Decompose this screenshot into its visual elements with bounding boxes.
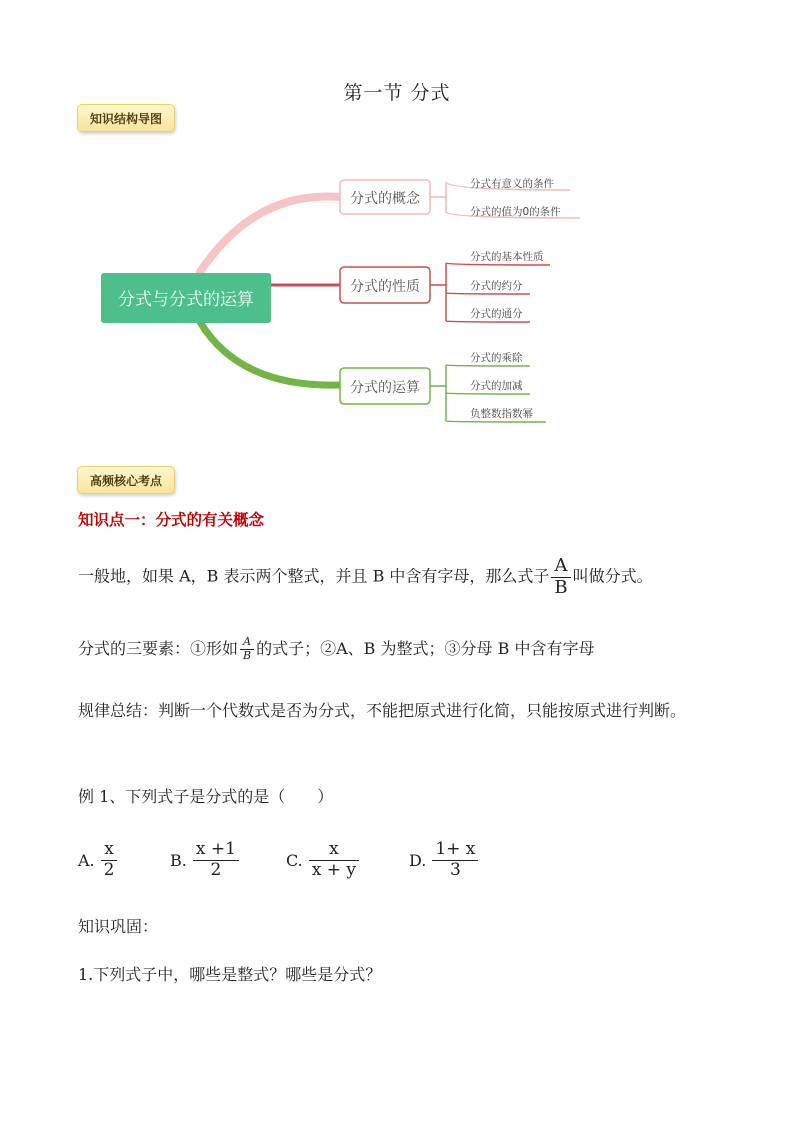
option-label: A. xyxy=(78,850,95,870)
three-elements-frac-num: A xyxy=(240,636,254,650)
option-num: x xyxy=(309,840,359,861)
definition-text-before: 一般地，如果 A，B 表示两个整式，并且 B 中含有字母，那么式子 xyxy=(78,566,550,586)
option-label: B. xyxy=(170,850,187,870)
branch-item-property-1: 分式的基本性质 xyxy=(470,251,544,263)
three-elements-before: 分式的三要素：①形如 xyxy=(78,639,239,658)
section-tag-core: 高频核心考点 xyxy=(77,466,175,494)
branch-item-property-2: 分式的约分 xyxy=(470,280,523,292)
answer-options xyxy=(78,834,718,886)
option-a xyxy=(78,834,119,886)
option-num: x +1 xyxy=(193,840,239,861)
option-d xyxy=(409,834,480,886)
option-num: x xyxy=(101,840,118,861)
option-den: 2 xyxy=(103,859,115,880)
three-elements-fraction xyxy=(240,636,254,662)
option-fraction xyxy=(193,840,239,880)
page-title: 第一节 分式 xyxy=(343,82,451,104)
definition-fraction xyxy=(551,556,570,598)
three-elements-paragraph xyxy=(78,632,723,666)
branch-label-operation: 分式的运算 xyxy=(350,380,420,396)
branch-item-operation-2: 分式的加减 xyxy=(470,380,523,392)
option-label: C. xyxy=(286,850,303,870)
branch-item-property-3: 分式的通分 xyxy=(470,308,523,320)
branch-label-property: 分式的性质 xyxy=(350,279,420,295)
definition-text-after: 叫做分式。 xyxy=(572,566,653,586)
branch-label-concept: 分式的概念 xyxy=(350,191,420,207)
mind-map xyxy=(0,150,794,440)
knowledge-point-heading: 知识点一：分式的有关概念 xyxy=(78,511,265,529)
definition-frac-den: B xyxy=(554,576,568,598)
mindmap-root-label: 分式与分式的运算 xyxy=(118,290,254,310)
option-den: 2 xyxy=(210,859,222,880)
option-fraction xyxy=(309,840,359,880)
consolidate-heading: 知识巩固： xyxy=(78,917,159,936)
option-fraction xyxy=(101,840,118,880)
branch-item-operation-1: 分式的乘除 xyxy=(470,352,523,364)
option-den: x + y xyxy=(311,859,357,880)
branch-item-operation-3: 负整数指数幂 xyxy=(470,408,533,420)
branch-item-concept-2: 分式的值为0的条件 xyxy=(470,206,561,218)
example-question: 例 1、下列式子是分式的是（ ） xyxy=(78,787,334,806)
definition-frac-num: A xyxy=(551,556,570,578)
option-num: 1+ x xyxy=(432,840,478,861)
option-b xyxy=(170,834,241,886)
rule-summary: 规律总结：判断一个代数式是否为分式，不能把原式进行化简，只能按原式进行判断。 xyxy=(78,701,687,720)
section-tag-structure: 知识结构导图 xyxy=(77,104,175,132)
option-den: 3 xyxy=(449,859,461,880)
three-elements-frac-den: B xyxy=(243,649,252,662)
connector-operation xyxy=(200,322,340,385)
option-label: D. xyxy=(409,850,427,870)
three-elements-after: 的式子；②A、B 为整式；③分母 B 中含有字母 xyxy=(256,639,595,658)
question-1: 1.下列式子中，哪些是整式？哪些是分式？ xyxy=(78,965,382,984)
connector-concept xyxy=(200,196,340,272)
definition-paragraph xyxy=(78,556,723,598)
branch-item-concept-1: 分式有意义的条件 xyxy=(470,178,554,190)
option-fraction xyxy=(432,840,478,880)
option-c xyxy=(286,834,361,886)
